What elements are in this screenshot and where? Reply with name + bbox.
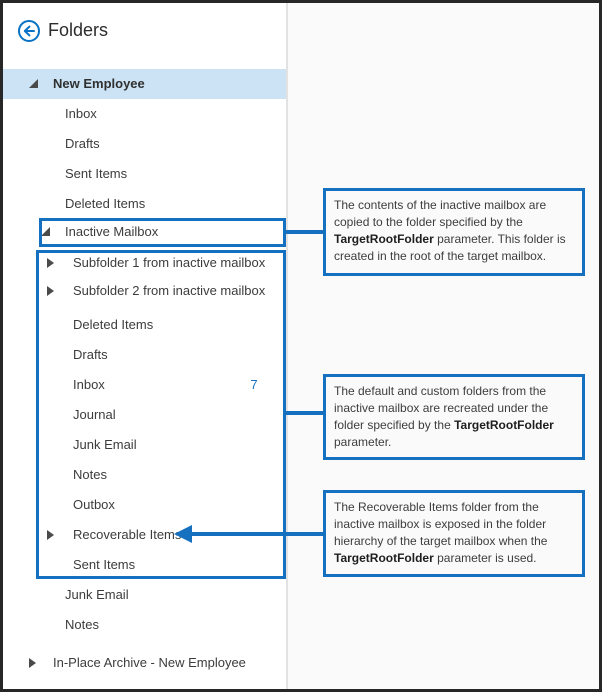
inactive-mailbox-highlight-box: [39, 218, 286, 247]
tree-item-new-employee[interactable]: [3, 69, 286, 99]
callout-box-2: [323, 374, 585, 460]
tree-item-label: Recoverable Items: [73, 527, 182, 542]
callout-text: The Recoverable Items folder from the inactive mailbox is exposed in the folder hierarchy of the target mailbox when the: [334, 500, 548, 548]
tree-item-label: Drafts: [65, 136, 100, 151]
tree-item-label: Deleted Items: [65, 196, 146, 211]
tree-item-label: Inbox: [65, 106, 97, 121]
connector-line-1: [284, 230, 325, 234]
parameter-name: TargetRootFolder: [454, 418, 554, 432]
tree-item-drafts[interactable]: [3, 129, 286, 159]
tree-item-label: Subfolder 2 from inactive mailbox: [73, 283, 266, 298]
tree-item-label: Notes: [65, 617, 99, 632]
page-title: Folders: [48, 20, 109, 40]
tree-item-label: Junk Email: [65, 587, 129, 602]
arrow-head-icon: [174, 525, 192, 543]
tree-item-label: Notes: [73, 467, 107, 482]
tree-item-label: Outbox: [73, 497, 115, 512]
connector-line-2: [284, 411, 325, 415]
tree-item-label: Junk Email: [73, 437, 137, 452]
parameter-name: TargetRootFolder: [334, 551, 434, 565]
caret-expanded-icon[interactable]: [29, 79, 38, 88]
arrow-line-to-recoverable-items: [191, 532, 325, 536]
tree-item-label: Inactive Mailbox: [65, 224, 159, 239]
tree-item-notes[interactable]: [3, 610, 286, 640]
tree-item-label: Journal: [73, 407, 116, 422]
callout-box-1: [323, 188, 585, 276]
callout-text: The contents of the inactive mailbox are copied to the folder specified by the: [334, 198, 547, 229]
tree-item-label: Subfolder 1 from inactive mailbox: [73, 255, 266, 270]
callout-text: parameter.: [334, 435, 392, 449]
tree-item-label: New Employee: [53, 76, 145, 91]
parameter-name: TargetRootFolder: [334, 232, 434, 246]
tree-item-label: Sent Items: [65, 166, 128, 181]
unread-count-badge: 7: [250, 377, 258, 392]
tree-item-deleted-items[interactable]: [3, 189, 286, 219]
tree-item-label: Inbox: [73, 377, 105, 392]
subtree-highlight-box: [36, 250, 286, 579]
tree-item-label: Deleted Items: [73, 317, 154, 332]
tree-item-label: In-Place Archive - New Employee: [53, 655, 246, 670]
pane-separator: [286, 3, 288, 689]
tree-item-junk-email[interactable]: [3, 580, 286, 610]
callout-box-3: [323, 490, 585, 577]
callout-text: parameter. This folder is created in the root of the target mailbox.: [334, 232, 566, 263]
tree-item-inbox[interactable]: [3, 99, 286, 129]
tree-item-in-place-archive-new-employee[interactable]: [3, 648, 286, 678]
caret-collapsed-icon[interactable]: [29, 658, 36, 668]
tree-item-label: Drafts: [73, 347, 108, 362]
tree-item-sent-items[interactable]: [3, 159, 286, 189]
callout-text: The default and custom folders from the inactive mailbox are recreated under the folder specified by the: [334, 384, 549, 432]
tree-item-label: Sent Items: [73, 557, 136, 572]
callout-text: parameter is used.: [433, 551, 537, 565]
